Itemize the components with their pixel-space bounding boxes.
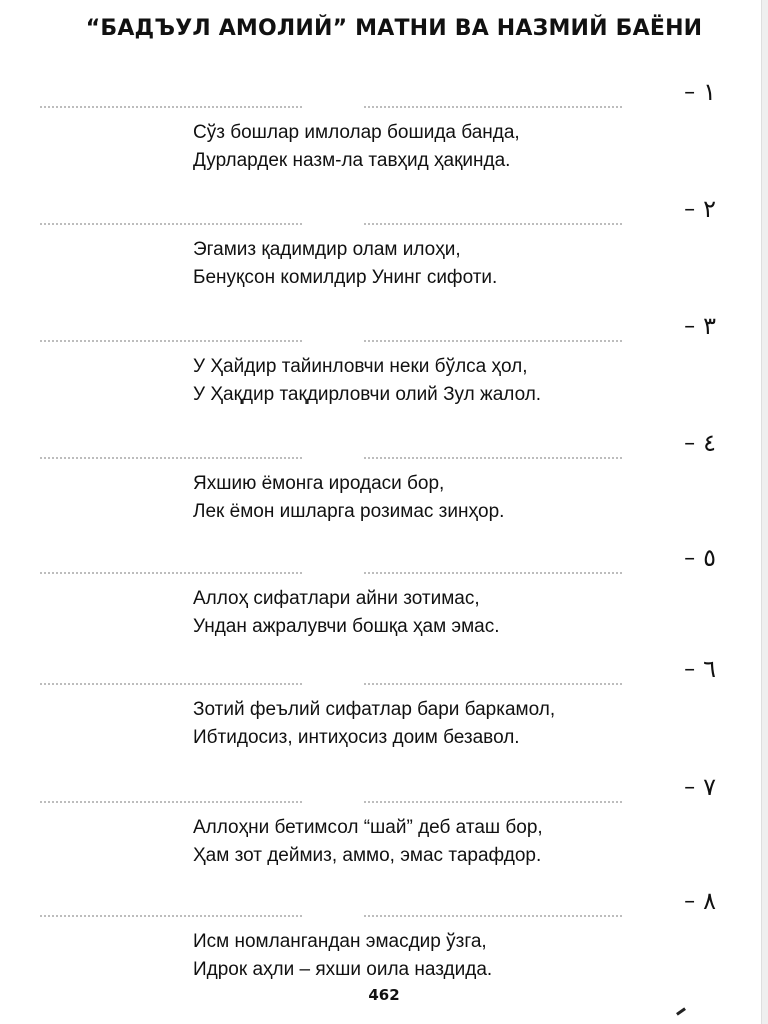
page-number: 462 <box>368 986 400 1004</box>
translation-line: У Ҳайдир тайинловчи неки бўлса ҳол, <box>193 356 528 377</box>
translation-line: Лек ёмон ишларга розимас зинҳор. <box>193 501 505 522</box>
arabic-second-hemistich <box>40 542 302 574</box>
translation-line: Яхшию ёмонга иродаси бор, <box>193 473 445 494</box>
arabic-first-hemistich <box>364 76 622 108</box>
verse-number: – ٣ <box>684 312 716 340</box>
translation-line: Эгамиз қадимдир олам илоҳи, <box>193 239 461 260</box>
arabic-first-hemistich <box>364 310 622 342</box>
arabic-verse-line <box>40 532 716 584</box>
verse-number: – ٥ <box>684 544 716 572</box>
arabic-first-hemistich <box>364 885 622 917</box>
arabic-second-hemistich <box>40 885 302 917</box>
translation-line: Бенуқсон комилдир Унинг сифоти. <box>193 267 498 288</box>
verse-number: – ٨ <box>684 887 716 915</box>
arabic-verse-line <box>40 761 716 813</box>
verse-number: – ٦ <box>684 655 716 683</box>
verse-number: – ١ <box>684 78 716 106</box>
arabic-second-hemistich <box>40 310 302 342</box>
arabic-verse-line <box>40 643 716 695</box>
translation-line: Исм номлангандан эмасдир ўзга, <box>193 931 487 952</box>
translation-line: Аллоҳни бетимсол “шай” деб аташ бор, <box>193 817 543 838</box>
translation-line: У Ҳақдир тақдирловчи олий Зул жалол. <box>193 384 542 405</box>
arabic-second-hemistich <box>40 193 302 225</box>
arabic-verse-line <box>40 66 716 118</box>
arabic-second-hemistich <box>40 653 302 685</box>
arabic-second-hemistich <box>40 771 302 803</box>
arabic-first-hemistich <box>364 653 622 685</box>
translation-line: Идрок аҳли – яхши оила наздида. <box>193 959 493 980</box>
translation-line: Ундан ажралувчи бошқа ҳам эмас. <box>193 616 500 637</box>
pen-mark <box>676 1007 686 1015</box>
arabic-verse-line <box>40 183 716 235</box>
arabic-first-hemistich <box>364 771 622 803</box>
arabic-first-hemistich <box>364 542 622 574</box>
translation-line: Дурлардек назм-ла тавҳид ҳақинда. <box>193 150 511 171</box>
arabic-verse-line <box>40 417 716 469</box>
translation-line: Аллоҳ сифатлари айни зотимас, <box>193 588 480 609</box>
translation-line: Зотий феълий сифатлар бари баркамол, <box>193 699 556 720</box>
verse-number: – ٧ <box>684 773 716 801</box>
page-title: “БАДЪУЛ АМОЛИЙ” МАТНИ ВА НАЗМИЙ БАЁНИ <box>85 16 703 41</box>
verse-number: – ٤ <box>684 429 716 457</box>
page-edge <box>761 0 768 1024</box>
arabic-first-hemistich <box>364 427 622 459</box>
translation-line: Ибтидосиз, интиҳосиз доим безавол. <box>193 727 520 748</box>
verse-number: – ٢ <box>684 195 716 223</box>
arabic-verse-line <box>40 875 716 927</box>
translation-line: Ҳам зот деймиз, аммо, эмас тарафдор. <box>193 845 542 866</box>
arabic-second-hemistich <box>40 76 302 108</box>
translation-line: Сўз бошлар имлолар бошида банда, <box>193 122 520 143</box>
arabic-first-hemistich <box>364 193 622 225</box>
arabic-verse-line <box>40 300 716 352</box>
arabic-second-hemistich <box>40 427 302 459</box>
